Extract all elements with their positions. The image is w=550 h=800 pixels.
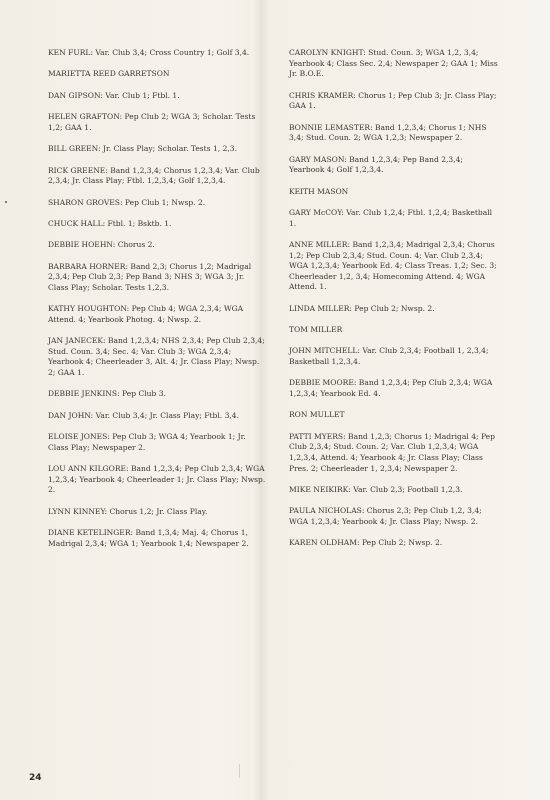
student-entry bbox=[48, 432, 266, 453]
left-column bbox=[48, 48, 266, 560]
student-entry bbox=[48, 411, 266, 422]
student-entry bbox=[48, 219, 266, 230]
student-name: JOHN MITCHELL: bbox=[289, 346, 360, 356]
student-activities: Chorus 2,3; Pep Club 1,2, 3,4; WGA 1,2,3,4; Yearbook 4; Jr. Class Play; Nwsp. 2. bbox=[289, 506, 482, 526]
student-entry bbox=[48, 240, 266, 251]
student-entry bbox=[48, 48, 266, 59]
student-activities: Jr. Class Play; Scholar. Tests 1, 2,3. bbox=[102, 144, 237, 154]
student-name: LOU ANN KILGORE: bbox=[48, 464, 129, 474]
student-name: HELEN GRAFTON: bbox=[48, 112, 123, 122]
student-activities: Pep Club 2; WGA 3; Scholar. Tests 1,2; GAA 1. bbox=[48, 112, 256, 132]
student-entry bbox=[289, 91, 499, 112]
student-activities: Band 1,2,3; Chorus 1; Madrigal 4; Pep Club 2,3,4; Stud. Coun. 2; Var. Club 1,2,3,4; WGA 1,2,3,4, Attend. 4; Yearbook 4; Jr. Class Play; Class Pres. 2; Cheerleader 1, 2,3,4; Newspaper 2. bbox=[289, 431, 495, 473]
student-entry bbox=[48, 69, 266, 80]
student-name: LINDA MILLER: bbox=[289, 303, 352, 313]
student-name: TOM MILLER bbox=[289, 325, 343, 335]
student-name: PAULA NICHOLAS: bbox=[289, 506, 365, 516]
student-activities: Band 1,2,3,4; Pep Band 2,3,4; Yearbook 4; Golf 1,2,3,4. bbox=[289, 154, 463, 175]
student-activities: Var. Club 2,3; Football 1,2,3. bbox=[353, 484, 463, 494]
student-activities: Stud. Coun. 3; WGA 1,2, 3,4; Yearbook 4; Class Sec. 2,4; Newspaper 2; GAA 1; Miss Jr. B.O.E. bbox=[289, 48, 498, 79]
student-activities: Pep Club 2; Nwsp. 2. bbox=[354, 303, 435, 313]
student-activities: Band 2,3; Chorus 1,2; Madrigal 2,3,4; Pep Club 2,3; Pep Band 3; NHS 3; WGA 3; Jr. Class Play; Scholar. Tests 1,2,3. bbox=[48, 261, 252, 292]
student-name: RICK GREENE: bbox=[48, 165, 108, 175]
student-name: GARY MASON: bbox=[289, 154, 347, 164]
student-entry bbox=[48, 166, 266, 187]
student-entry bbox=[48, 112, 266, 133]
student-name: CAROLYN KNIGHT: bbox=[289, 48, 366, 57]
student-name: DAN GIPSON: bbox=[48, 90, 103, 100]
student-name: GARY McCOY: bbox=[289, 207, 344, 217]
student-entry bbox=[48, 91, 266, 102]
student-activities: Pep Club 4; WGA 2,3,4; WGA Attend. 4; Yearbook Photog. 4; Nwsp. 2. bbox=[48, 304, 244, 324]
student-entry bbox=[48, 144, 266, 155]
edge-mark bbox=[5, 201, 7, 203]
student-entry bbox=[289, 208, 499, 229]
student-activities: Pep Club 2; Nwsp. 2. bbox=[361, 538, 443, 548]
student-name: PATTI MYERS: bbox=[289, 431, 346, 441]
student-activities: Pep Club 1; Nwsp. 2. bbox=[124, 197, 206, 207]
student-activities: Ftbl. 1; Bsktb. 1. bbox=[107, 218, 172, 228]
student-activities: Band 1,2,3,4; Chorus 1,2,3,4; Var. Club 2,3,4; Jr. Class Play; Ftbl. 1,2,3,4; Golf 1,2,3,4. bbox=[48, 165, 260, 186]
student-name: DEBBIE HOEHN: bbox=[48, 240, 116, 250]
right-column bbox=[289, 48, 499, 560]
student-name: BONNIE LEMASTER: bbox=[289, 122, 373, 132]
student-name: MARIETTA REED GARRETSON bbox=[48, 69, 170, 79]
student-name: DEBBIE JENKINS: bbox=[48, 389, 120, 399]
student-activities: Band 1,2,3,4; NHS 2,3,4; Pep Club 2,3,4; Stud. Coun. 3,4; Sec. 4; Var. Club 3; WGA 2,3,4; Yearbook 4; Cheerleader 3, Alt. 4; Jr. Class Play; Nwsp. 2; GAA 1. bbox=[48, 336, 265, 378]
student-activities: Var. Club 3,4; Jr. Class Play; Ftbl. 3,4. bbox=[95, 410, 239, 420]
student-entry bbox=[289, 240, 499, 293]
student-entry bbox=[289, 304, 499, 315]
student-activities: Band 1,2,3,4; Pep Club 2,3,4; WGA 1,2,3,4; Yearbook 4; Cheerleader 1; Jr. Class Play; Nwsp. 2. bbox=[48, 464, 266, 495]
student-entry bbox=[289, 432, 499, 474]
student-activities: Band 1,2,3,4; Chorus 1; NHS 3,4; Stud. Coun. 2; WGA 1,2,3; Newspaper 2. bbox=[289, 122, 487, 143]
student-name: BARBARA HORNER: bbox=[48, 261, 128, 271]
student-entry bbox=[48, 336, 266, 378]
student-name: LYNN KINNEY: bbox=[48, 506, 108, 516]
student-activities: Chorus 1,2; Jr. Class Play. bbox=[109, 506, 208, 516]
student-entry bbox=[289, 506, 499, 527]
student-name: KEN FURL: bbox=[48, 48, 93, 57]
student-entry bbox=[48, 304, 266, 325]
student-name: KAREN OLDHAM: bbox=[289, 538, 360, 548]
student-name: ANNE MILLER: bbox=[289, 239, 351, 249]
student-name: BILL GREEN: bbox=[48, 144, 101, 154]
student-activities: Var. Club 2,3,4; Football 1, 2,3,4; Basketball 1,2,3,4. bbox=[289, 346, 489, 367]
student-entry bbox=[48, 389, 266, 400]
student-activities: Band 1,3,4; Maj. 4; Chorus 1, Madrigal 2,3,4; WGA 1; Yearbook 1,4; Newspaper 2. bbox=[48, 528, 249, 548]
student-entry bbox=[289, 123, 499, 144]
student-entry bbox=[289, 378, 499, 399]
student-activities: Band 1,2,3,4; Pep Club 2,3,4; WGA 1,2,3,4; Yearbook Ed. 4. bbox=[289, 378, 493, 399]
student-name: KEITH MASON bbox=[289, 186, 349, 196]
student-activities: Var. Club 1; Ftbl. 1. bbox=[105, 90, 180, 100]
student-activities: Pep Club 3. bbox=[122, 389, 166, 399]
student-name: DEBBIE MOORE: bbox=[289, 378, 357, 388]
student-entry bbox=[289, 410, 499, 421]
student-name: CHRIS KRAMER: bbox=[289, 90, 356, 100]
student-entry bbox=[48, 198, 266, 209]
student-entry bbox=[289, 538, 499, 549]
student-name: JAN JANECEK: bbox=[48, 336, 106, 346]
page-fold-mark bbox=[239, 764, 240, 778]
student-name: RON MULLET bbox=[289, 410, 345, 420]
student-entry bbox=[48, 464, 266, 496]
student-entry bbox=[289, 187, 499, 198]
student-name: SHARON GROVES: bbox=[48, 197, 123, 207]
student-name: DIANE KETELINGER: bbox=[48, 528, 134, 538]
student-activities: Chorus 1; Pep Club 3; Jr. Class Play; GAA 1. bbox=[289, 90, 497, 111]
student-activities: Pep Club 3; WGA 4; Yearbook 1; Jr. Class Play; Newspaper 2. bbox=[48, 432, 246, 452]
student-activities: Var. Club 1,2,4; Ftbl. 1,2,4; Basketball 1. bbox=[289, 207, 493, 228]
student-entry bbox=[289, 155, 499, 176]
student-entry bbox=[48, 528, 266, 549]
student-name: CHUCK HALL: bbox=[48, 218, 106, 228]
student-entry bbox=[289, 48, 499, 80]
student-entry bbox=[289, 485, 499, 496]
student-activities: Chorus 2. bbox=[117, 240, 155, 250]
student-name: KATHY HOUGHTON: bbox=[48, 304, 130, 314]
student-name: DAN JOHN: bbox=[48, 410, 94, 420]
student-name: MIKE NEIKIRK: bbox=[289, 484, 351, 494]
student-name: ELOISE JONES: bbox=[48, 432, 110, 442]
student-entry bbox=[289, 325, 499, 336]
student-entry bbox=[48, 507, 266, 518]
student-activities: Band 1,2,3,4; Madrigal 2,3,4; Chorus 1,2; Pep Club 2,3,4; Stud. Coun. 4; Var. Club 2,3,4; WGA 1,2,3,4; Yearbook Ed. 4; Class Treas. 1,2; Sec. 3; Cheerleader 1,2, 3,4; Homecoming Attend. 4; WGA Attend. 1. bbox=[289, 239, 497, 292]
student-entry bbox=[289, 346, 499, 367]
page-number: 24 bbox=[29, 773, 42, 783]
student-activities: Var. Club 3,4; Cross Country 1; Golf 3,4. bbox=[95, 48, 250, 57]
student-entry bbox=[48, 262, 266, 294]
